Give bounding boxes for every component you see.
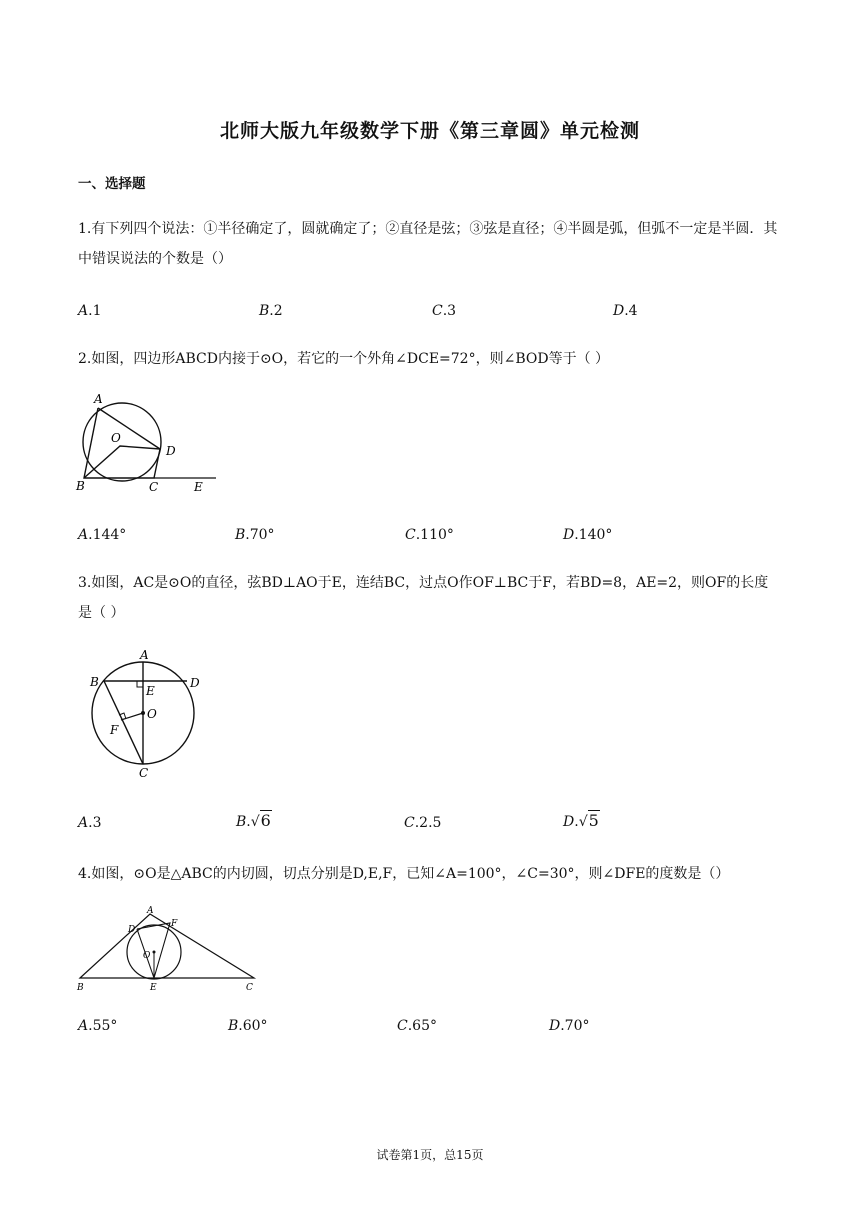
- q4-figure: [74, 902, 264, 998]
- q2-option-a: A.144°: [78, 527, 127, 543]
- q3-option-c: C.2.5: [404, 815, 442, 831]
- q3-label-c: C: [139, 766, 149, 780]
- q2-radii: [84, 446, 160, 478]
- question-1-stem: 1.有下列四个说法：①半径确定了，圆就确定了；②直径是弦；③弦是直径；④半圆是弧，但弧不一定是半圆．其中错误说法的个数是（）: [78, 221, 778, 267]
- question-4-stem: 4.如图，⊙O是△ABC的内切圆，切点分别是D,E,F，已知∠A=100°，∠C=30°，则∠DFE的度数是（）: [78, 866, 730, 882]
- question-2-stem: 2.如图，四边形ABCD内接于⊙O，若它的一个外角∠DCE=72°，则∠BOD等于（ ）: [78, 351, 610, 367]
- q4-label-o: O: [143, 951, 151, 961]
- question-3-stem: 3.如图，AC是⊙O的直径，弦BD⊥AO于E，连结BC，过点O作OF⊥BC于F，若BD=8，AE=2，则OF的长度是（ ）: [78, 575, 769, 621]
- q3-label-d: D: [190, 676, 200, 690]
- q2-option-d: D.140°: [563, 527, 613, 543]
- q2-option-c: C.110°: [405, 527, 454, 543]
- q3-center-dot: [141, 711, 145, 715]
- q3-option-b: B.√6: [236, 811, 271, 830]
- q4-label-c: C: [246, 983, 253, 993]
- q4-center-dot: [153, 951, 156, 954]
- q2-label-d: D: [166, 444, 176, 458]
- q2-label-b: B: [76, 479, 85, 493]
- section-heading: 一、选择题: [78, 176, 146, 192]
- q2-label-a: A: [94, 392, 103, 406]
- q4-label-a: A: [147, 906, 154, 916]
- q2-label-e: E: [194, 480, 203, 494]
- q3-label-o: O: [147, 707, 157, 721]
- q4-option-a: A.55°: [78, 1018, 118, 1034]
- q4-label-e: E: [150, 983, 157, 993]
- page-title: 北师大版九年级数学下册《第三章圆》单元检测: [219, 120, 640, 142]
- q3-option-d: D.√5: [563, 811, 599, 830]
- q2-option-b: B.70°: [235, 527, 275, 543]
- q1-option-d: D.4: [613, 303, 638, 319]
- page-footer: 试卷第1页，总15页: [376, 1148, 484, 1162]
- q1-option-c: C.3: [432, 303, 457, 319]
- q4-label-d: D: [128, 925, 136, 935]
- q3-label-f: F: [110, 723, 119, 737]
- q3-label-b: B: [90, 675, 99, 689]
- q4-option-d: D.70°: [549, 1018, 590, 1034]
- q3-figure: [84, 646, 214, 780]
- q3-option-a: A.3: [78, 815, 102, 831]
- q1-option-b: B.2: [259, 303, 283, 319]
- q3-label-e: E: [146, 684, 155, 698]
- q2-figure: [74, 390, 224, 496]
- q4-label-f: F: [171, 919, 178, 929]
- q2-label-c: C: [149, 480, 159, 494]
- q4-label-b: B: [77, 983, 84, 993]
- sqrt-symbol: √5: [578, 811, 599, 830]
- q3-right-angle-e: [137, 681, 143, 687]
- q3-label-a: A: [140, 648, 149, 662]
- q4-option-b: B.60°: [228, 1018, 268, 1034]
- q1-option-a: A.1: [78, 303, 102, 319]
- sqrt-symbol: √6: [250, 811, 271, 830]
- q2-label-o: O: [111, 431, 121, 445]
- q4-option-c: C.65°: [397, 1018, 437, 1034]
